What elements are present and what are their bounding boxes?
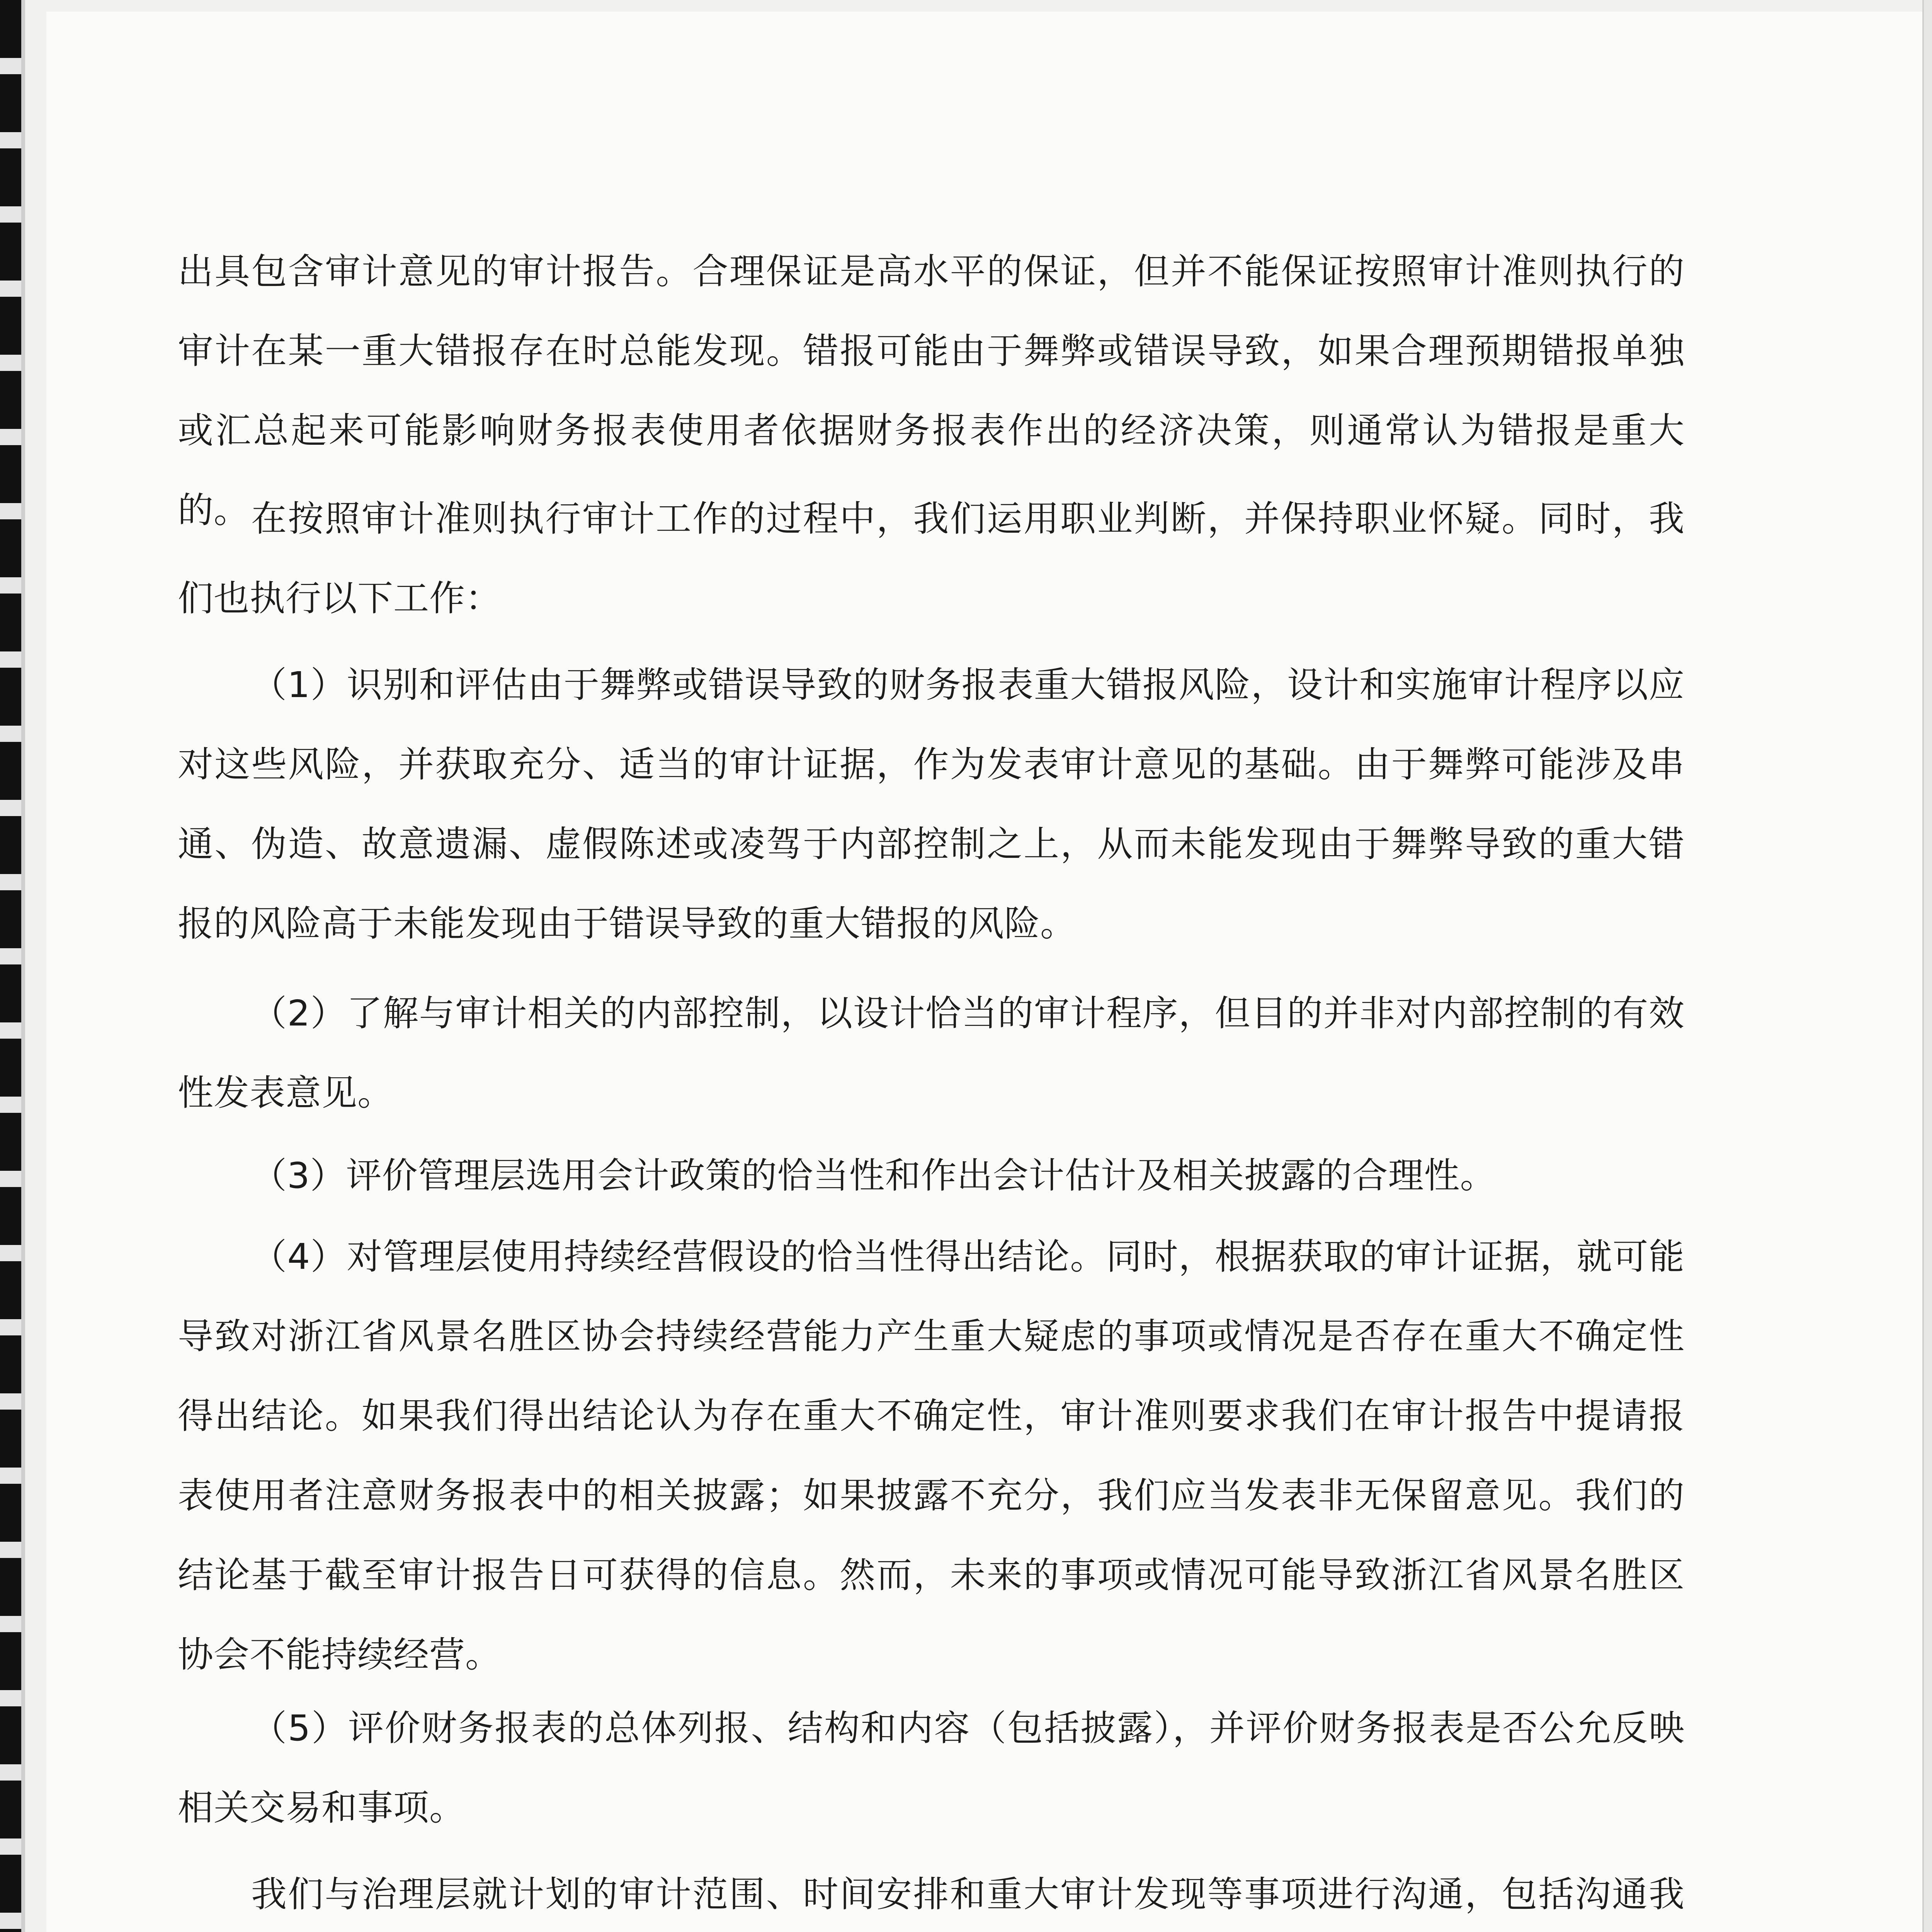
paragraph-item-3: （3）评价管理层选用会计政策的恰当性和作出会计估计及相关披露的合理性。 [251,1155,1496,1196]
paragraph-professional-judgment: 在按照审计准则执行审计工作的过程中，我们运用职业判断，并保持职业怀疑。同时，我们也执行以下工作： [178,498,1685,619]
page-edge [1922,0,1932,1932]
paragraph-item-2: （2）了解与审计相关的内部控制，以设计恰当的审计程序，但目的并非对内部控制的有效性发表意见。 [178,993,1685,1114]
binding-edge [21,0,25,1932]
paragraph-reasonable-assurance: 出具包含审计意见的审计报告。合理保证是高水平的保证，但并不能保证按照审计准则执行的审计在某一重大错报存在时总能发现。错报可能由于舞弊或错误导致，如果合理预期错报单独或汇总起来可能影响财务报表使用者依据财务报表作出的经济决策，则通常认为错报是重大的。 [178,251,1685,531]
paragraph-communication: 我们与治理层就计划的审计范围、时间安排和重大审计发现等事项进行沟通，包括沟通我 [251,1874,1685,1915]
binding-strip [0,0,21,1932]
paragraph-item-4: （4）对管理层使用持续经营假设的恰当性得出结论。同时，根据获取的审计证据，就可能导致对浙江省风景名胜区协会持续经营能力产生重大疑虑的事项或情况是否存在重大不确定性得出结论。如果我们得出结论认为存在重大不确定性，审计准则要求我们在审计报告中提请报表使用者注意财务报表中的相关披露；如果披露不充分，我们应当发表非无保留意见。我们的结论基于截至审计报告日可获得的信息。然而，未来的事项或情况可能导致浙江省风景名胜区协会不能持续经营。 [178,1236,1685,1675]
paragraph-item-1: （1）识别和评估由于舞弊或错误导致的财务报表重大错报风险，设计和实施审计程序以应对这些风险，并获取充分、适当的审计证据，作为发表审计意见的基础。由于舞弊可能涉及串通、伪造、故意遗漏、虚假陈述或凌驾于内部控制之上，从而未能发现由于舞弊导致的重大错报的风险高于未能发现由于错误导致的重大错报的风险。 [178,664,1685,944]
paragraph-item-5: （5）评价财务报表的总体列报、结构和内容（包括披露），并评价财务报表是否公允反映相关交易和事项。 [178,1708,1685,1828]
